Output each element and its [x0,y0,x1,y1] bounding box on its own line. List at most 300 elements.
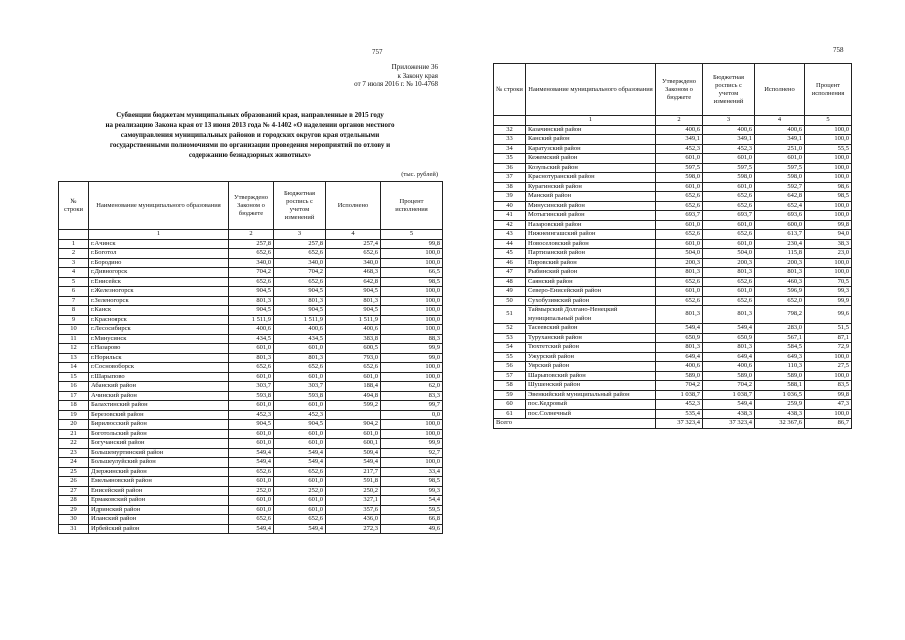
row-number: 3 [59,258,89,268]
budget-value: 400,6 [703,362,755,372]
executed-value: 904,2 [326,420,381,430]
budget-value: 649,4 [703,352,755,362]
executed-value: 693,6 [755,211,805,221]
table-row [59,239,443,249]
percent-value: 92,7 [381,448,443,458]
budget-value: 652,6 [274,277,326,287]
column-number: 2 [656,116,703,126]
budget-value: 652,6 [274,515,326,525]
table-row [494,287,852,297]
row-number: 51 [494,306,526,324]
budget-value: 652,6 [703,296,755,306]
executed-value: 272,3 [326,524,381,534]
percent-value: 100,0 [805,268,852,278]
row-number: 8 [59,306,89,316]
municipality-name: Абанский район [89,382,229,392]
row-number: 38 [494,182,526,192]
budget-value: 601,0 [274,477,326,487]
column-number [494,116,526,126]
percent-value: 100,0 [381,258,443,268]
subsidy-table-part1 [58,181,443,534]
approved-value: 434,5 [229,334,274,344]
executed-value: 584,5 [755,343,805,353]
municipality-name: г.Железногорск [89,287,229,297]
percent-value: 55,5 [805,144,852,154]
approved-value: 589,0 [656,371,703,381]
percent-value: 98,5 [381,277,443,287]
header-budget: Бюджетная роспись с учетом изменений [703,64,755,116]
budget-value: 601,0 [274,439,326,449]
percent-value: 51,5 [805,324,852,334]
table-row [59,515,443,525]
row-number: 30 [59,515,89,525]
approved-value: 650,9 [656,333,703,343]
percent-value: 99,8 [381,239,443,249]
budget-value: 904,5 [274,306,326,316]
table-row [59,467,443,477]
executed-value: 642,8 [755,192,805,202]
percent-value: 100,0 [805,201,852,211]
executed-value: 904,5 [326,306,381,316]
row-number: 24 [59,458,89,468]
executed-value: 649,3 [755,352,805,362]
row-number: 58 [494,381,526,391]
executed-value: 230,4 [755,239,805,249]
table-row [494,125,852,135]
percent-value: 94,0 [805,230,852,240]
approved-value: 601,0 [229,496,274,506]
executed-value: 613,7 [755,230,805,240]
table-row [494,362,852,372]
executed-value: 652,6 [326,249,381,259]
municipality-name: г.Минусинск [89,334,229,344]
budget-value: 601,0 [703,182,755,192]
percent-value: 54,4 [381,496,443,506]
row-number: 14 [59,363,89,373]
executed-value: 349,1 [755,135,805,145]
budget-value: 801,3 [703,343,755,353]
budget-value: 652,6 [274,467,326,477]
budget-value: 801,3 [274,296,326,306]
row-number: 28 [59,496,89,506]
header-approved: Утверждено Законом о бюджете [229,182,274,230]
municipality-name: Ермаковский район [89,496,229,506]
total-label: Всего [494,419,656,429]
budget-value: 452,3 [274,410,326,420]
approved-value: 801,3 [656,343,703,353]
budget-value: 601,0 [703,287,755,297]
budget-value: 801,3 [274,353,326,363]
table-row [59,439,443,449]
approved-value: 652,6 [229,467,274,477]
header-executed: Исполнено [326,182,381,230]
row-number: 10 [59,325,89,335]
page-number: 758 [833,46,844,54]
municipality-name: Шарыповский район [526,371,656,381]
table-row [494,381,852,391]
budget-value: 801,3 [703,268,755,278]
budget-value: 601,0 [703,154,755,164]
table-row [59,258,443,268]
approved-value: 549,4 [656,324,703,334]
executed-value: 438,3 [755,409,805,419]
percent-value: 66,5 [381,268,443,278]
header-budget: Бюджетная роспись с учетом изменений [274,182,326,230]
approved-value: 504,0 [656,249,703,259]
executed-value: 798,2 [755,306,805,324]
approved-value: 601,0 [656,154,703,164]
table-row [494,211,852,221]
row-number: 49 [494,287,526,297]
executed-value: 591,8 [326,477,381,487]
municipality-name: г.Назарово [89,344,229,354]
budget-value: 650,9 [703,333,755,343]
budget-value: 200,3 [703,258,755,268]
executed-value: 652,4 [755,201,805,211]
row-number: 36 [494,163,526,173]
executed-value: 549,4 [326,458,381,468]
municipality-name: г.Енисейск [89,277,229,287]
table-row [494,258,852,268]
percent-value: 83,5 [805,381,852,391]
table-row [59,496,443,506]
budget-value: 349,1 [703,135,755,145]
approved-value: 340,0 [229,258,274,268]
percent-value: 99,3 [805,287,852,297]
approved-value: 598,0 [656,173,703,183]
approved-value: 652,6 [656,201,703,211]
executed-value: 801,3 [326,296,381,306]
executed-value: 588,1 [755,381,805,391]
municipality-name: Таймырский Долгано-Ненецкий муниципальный район [526,306,656,324]
percent-value: 99,9 [805,296,852,306]
column-number: 2 [229,230,274,240]
percent-value: 99,9 [381,344,443,354]
approved-value: 400,6 [656,125,703,135]
row-number: 32 [494,125,526,135]
row-number: 27 [59,486,89,496]
municipality-name: Туруханский район [526,333,656,343]
percent-value: 100,0 [381,306,443,316]
approved-value: 601,0 [229,477,274,487]
table-row [59,363,443,373]
approved-value: 601,0 [229,439,274,449]
approved-value: 400,6 [229,325,274,335]
approved-value: 652,6 [229,249,274,259]
header-percent: Процент исполнения [381,182,443,230]
approved-value: 252,0 [229,486,274,496]
municipality-name: Тасеевский район [526,324,656,334]
approved-value: 652,6 [229,277,274,287]
percent-value: 47,3 [805,400,852,410]
table-body [494,116,852,429]
executed-value: 596,9 [755,287,805,297]
budget-value: 589,0 [703,371,755,381]
row-number: 5 [59,277,89,287]
municipality-name: г.Дивногорск [89,268,229,278]
percent-value: 70,5 [805,277,852,287]
budget-value: 452,3 [703,144,755,154]
table-row [494,268,852,278]
column-number: 1 [89,230,229,240]
approved-value: 652,6 [656,296,703,306]
table-row [494,352,852,362]
table-row [59,334,443,344]
budget-value: 652,6 [703,230,755,240]
budget-value: 601,0 [274,372,326,382]
executed-value: 599,2 [326,401,381,411]
row-number: 41 [494,211,526,221]
budget-value: 652,6 [703,277,755,287]
table-row [494,249,852,259]
table-row [494,371,852,381]
title-line: государственными полномочиями по организации проведения мероприятий по отлову и [109,141,391,149]
budget-value: 601,0 [703,239,755,249]
row-number: 26 [59,477,89,487]
document-title [58,110,442,160]
executed-value: 327,1 [326,496,381,506]
table-row [494,154,852,164]
municipality-name: Саянский район [526,277,656,287]
budget-value: 549,4 [703,400,755,410]
approved-value: 801,3 [229,353,274,363]
row-number: 40 [494,201,526,211]
executed-value: 188,4 [326,382,381,392]
percent-value: 100,0 [805,258,852,268]
executed-value: 652,6 [326,363,381,373]
header-name: Наименование муниципального образования [526,64,656,116]
executed-value: 217,7 [326,467,381,477]
row-number: 61 [494,409,526,419]
approved-value: 904,5 [229,287,274,297]
column-number: 3 [703,116,755,126]
table-body [59,230,443,534]
percent-value: 87,1 [805,333,852,343]
row-number: 37 [494,173,526,183]
budget-value: 598,0 [703,173,755,183]
row-number: 13 [59,353,89,363]
executed-value: 1 511,9 [326,315,381,325]
approved-value: 549,4 [229,524,274,534]
row-number: 59 [494,390,526,400]
row-number: 46 [494,258,526,268]
percent-value: 27,5 [805,362,852,372]
approved-value: 400,6 [656,362,703,372]
appendix-line: к Закону края [397,71,438,80]
row-number: 45 [494,249,526,259]
municipality-name: Назаровский район [526,220,656,230]
row-number: 50 [494,296,526,306]
municipality-name: г.Зеленогорск [89,296,229,306]
approved-value: 549,4 [229,458,274,468]
approved-value: 1 038,7 [656,390,703,400]
budget-value: 1 511,9 [274,315,326,325]
table-row [494,296,852,306]
percent-value: 100,0 [805,173,852,183]
percent-value: 100,0 [381,420,443,430]
approved-value: 593,8 [229,391,274,401]
municipality-name: Боготольский район [89,429,229,439]
approved-value: 601,0 [229,429,274,439]
percent-value: 100,0 [805,135,852,145]
municipality-name: Партизанский район [526,249,656,259]
municipality-name: Нижнеингашский район [526,230,656,240]
table-row [59,325,443,335]
column-number [59,230,89,240]
approved-value: 652,6 [656,277,703,287]
column-number: 1 [526,116,656,126]
budget-value: 252,0 [274,486,326,496]
executed-value: 400,6 [755,125,805,135]
municipality-name: Енисейский район [89,486,229,496]
table-row [494,306,852,324]
municipality-name: Шушенский район [526,381,656,391]
budget-value: 400,6 [703,125,755,135]
budget-value: 593,8 [274,391,326,401]
approved-value: 704,2 [229,268,274,278]
municipality-name: г.Лесосибирск [89,325,229,335]
percent-value: 62,0 [381,382,443,392]
row-number: 54 [494,343,526,353]
percent-value: 66,8 [381,515,443,525]
approved-value: 652,6 [656,192,703,202]
row-number: 33 [494,135,526,145]
approved-value: 597,5 [656,163,703,173]
row-number: 31 [59,524,89,534]
left-page [50,0,440,640]
municipality-name: г.Норильск [89,353,229,363]
row-number: 16 [59,382,89,392]
executed-value: 357,6 [326,505,381,515]
column-number: 3 [274,230,326,240]
row-number: 47 [494,268,526,278]
executed-value: 600,5 [326,344,381,354]
municipality-name: Идринский район [89,505,229,515]
executed-value: 1 036,5 [755,390,805,400]
percent-value: 99,9 [381,439,443,449]
right-page [493,0,853,640]
municipality-name: Канский район [526,135,656,145]
total-row [494,419,852,429]
approved-value: 601,0 [656,287,703,297]
municipality-name: г.Шарыпово [89,372,229,382]
table-row [494,390,852,400]
title-line: самоуправления муниципальных районов и городских округов края отдельными [120,131,380,139]
percent-value: 99,7 [381,401,443,411]
table-row [59,391,443,401]
percent-value: 88,3 [381,334,443,344]
percent-value: 38,3 [805,239,852,249]
municipality-name: пос.Солнечный [526,409,656,419]
executed-value: 340,0 [326,258,381,268]
row-number: 2 [59,249,89,259]
row-number: 23 [59,448,89,458]
percent-value: 83,3 [381,391,443,401]
executed-value: 642,8 [326,277,381,287]
approved-value: 601,0 [656,182,703,192]
percent-value: 72,9 [805,343,852,353]
percent-value: 100,0 [381,458,443,468]
approved-value: 601,0 [229,344,274,354]
row-number: 11 [59,334,89,344]
municipality-name: Рыбинский район [526,268,656,278]
table-row [494,144,852,154]
percent-value: 98,5 [805,192,852,202]
municipality-name: Сухобузимский район [526,296,656,306]
table-row [494,135,852,145]
budget-value: 549,4 [274,448,326,458]
budget-value: 704,2 [703,381,755,391]
executed-value: 436,0 [326,515,381,525]
municipality-name: Дзержинский район [89,467,229,477]
table-row [59,524,443,534]
row-number: 7 [59,296,89,306]
column-number: 5 [381,230,443,240]
budget-value: 652,6 [274,249,326,259]
budget-value: 1 038,7 [703,390,755,400]
table-row [59,420,443,430]
municipality-name: Краснотуранский район [526,173,656,183]
total-value: 37 323,4 [656,419,703,429]
percent-value: 98,6 [805,182,852,192]
table-row [494,230,852,240]
municipality-name: Минусинский район [526,201,656,211]
approved-value: 452,3 [229,410,274,420]
percent-value: 100,0 [805,352,852,362]
executed-value: 601,0 [326,372,381,382]
budget-value: 601,0 [703,220,755,230]
table-row [59,315,443,325]
municipality-name: Манский район [526,192,656,202]
percent-value: 100,0 [805,211,852,221]
title-line: Субвенции бюджетам муниципальных образований края, направленные в 2015 году [116,111,384,119]
executed-value: 592,7 [755,182,805,192]
municipality-name: Эвенкийский муниципальный район [526,390,656,400]
municipality-name: Каратузский район [526,144,656,154]
budget-value: 652,6 [274,363,326,373]
percent-value: 100,0 [381,429,443,439]
executed-value: 283,0 [755,324,805,334]
table-row [494,333,852,343]
budget-value: 601,0 [274,344,326,354]
budget-value: 434,5 [274,334,326,344]
budget-value: 652,6 [703,192,755,202]
row-number: 57 [494,371,526,381]
table-row [59,458,443,468]
municipality-name: г.Красноярск [89,315,229,325]
budget-value: 601,0 [274,429,326,439]
appendix-header [238,63,438,89]
approved-value: 452,3 [656,144,703,154]
approved-value: 349,1 [656,135,703,145]
municipality-name: Северо-Енисейский район [526,287,656,297]
percent-value: 100,0 [381,315,443,325]
percent-value: 23,0 [805,249,852,259]
municipality-name: Богучанский район [89,439,229,449]
percent-value: 99,6 [805,306,852,324]
table-row [59,382,443,392]
table-row [494,192,852,202]
row-number: 20 [59,420,89,430]
row-number: 44 [494,239,526,249]
title-line: на реализацию Закона края от 13 июня 2013 года № 4-1402 «О наделении органов местного [105,121,395,129]
row-number: 17 [59,391,89,401]
municipality-name: Бирилюсский район [89,420,229,430]
municipality-name: Иланский район [89,515,229,525]
approved-value: 601,0 [656,239,703,249]
executed-value: 257,4 [326,239,381,249]
percent-value: 100,0 [805,371,852,381]
